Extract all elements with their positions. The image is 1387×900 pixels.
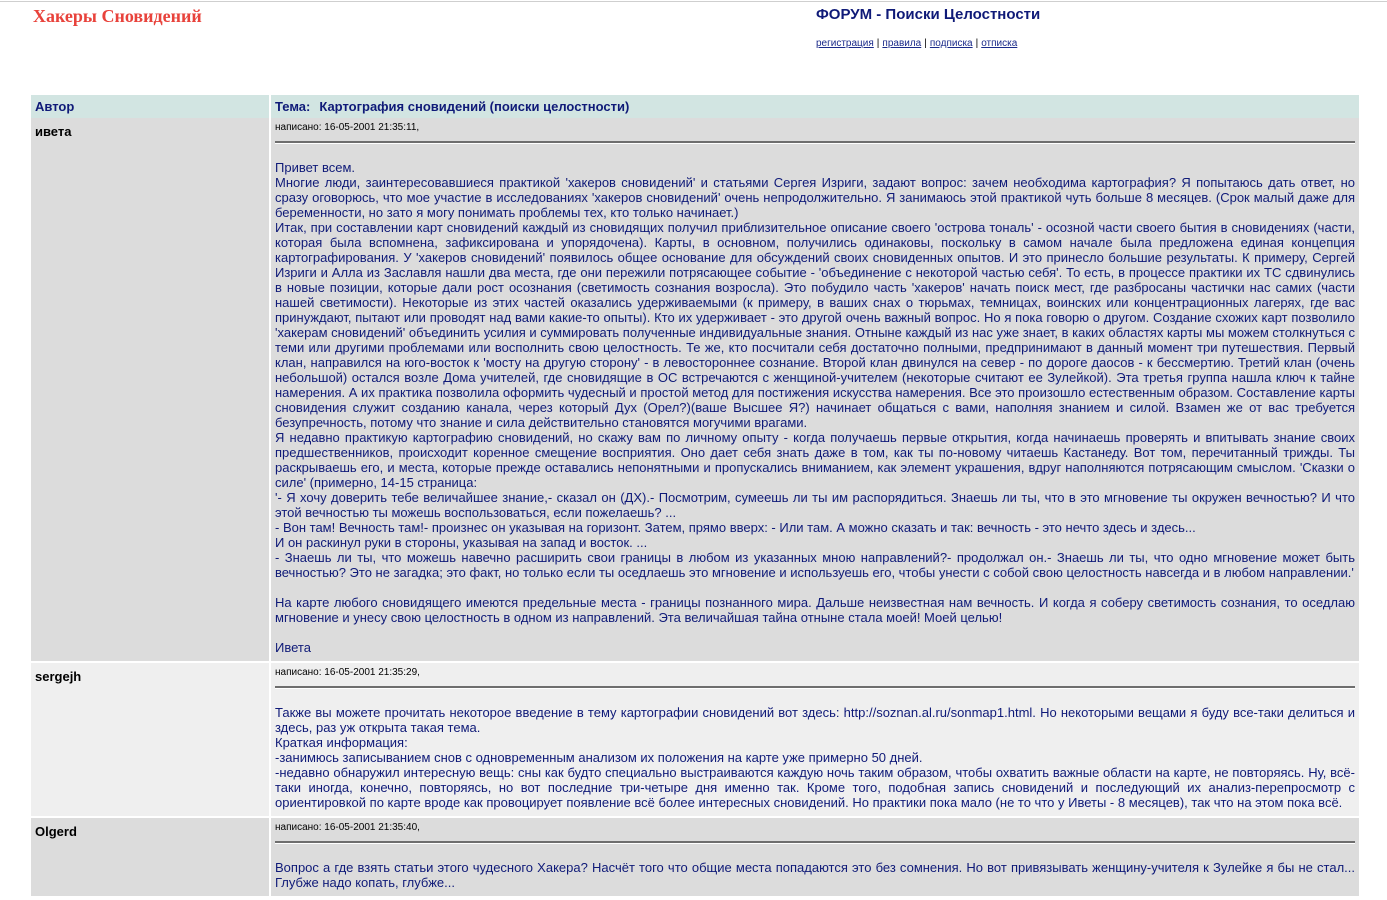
post-body <box>271 818 1359 896</box>
subscribe-link[interactable]: подписка <box>929 38 973 49</box>
rules-link[interactable]: правила <box>882 38 922 49</box>
post-author: ивета <box>31 118 271 661</box>
post-text <box>275 160 1355 655</box>
top-border-line <box>0 1 1387 2</box>
post-paragraph: - Знаешь ли ты, что можешь навечно расширить свои границы в любом из указанных мною направлений?- продолжал он.- Знаешь ли ты, что одно мгновение может быть вечностью? Это не загадка; это факт, но только если ты оседлаешь это мгновение и используешь его, чтобы унести с собой свою целостность навсегда и в любом направлении.' <box>275 550 1355 580</box>
post-author: Olgerd <box>31 818 271 896</box>
post-row <box>31 118 1359 661</box>
topic-label: Тема: <box>275 99 311 114</box>
site-title[interactable]: Хакеры Сновидений <box>33 6 202 26</box>
post-paragraph: Итак, при составлении карт сновидений каждый из сновидящих получил приблизительное описание своего 'острова тональ' - осозной части своего бытия в сновидениях (части, которая была вспомнена, зафиксирована и упорядочена). Карты, в основном, получились одинаковы, поскольку в самом начале была предложена единая концепция картографирования. У 'хакеров сновидений' появилось общее основание для обсуждений своих сновиденных опытов. И это принесло большие результаты. К примеру, Сергей Изриги и Алла из Заславля нашли два места, где они пережили потрясающее событие - 'объединение с некоторой частью себя'. То есть, в процессе практики их ТС сдвинулись в новые позиции, которые дали рост осознания (светимость сознания возросла). Это побудило часть 'хакеров' начать поиск мест, где разбросаны частички нас самих (части нашей светимости). Некоторые из этих частей оказались удерживаемыми (к примеру, в ваших снах о тюрьмах, темницах, воинских или концентрационных лагерях, где вас принуждают, пытают или проводят над вами какие-то опыты). Кто их удерживает - это другой очень важный вопрос. Но я пока говорю о другом. Создание схожих карт позволило 'хакерам сновидений' объединить усилия и суммировать полученные индивидуальные знания. Отныне каждый из нас уже знает, в каких областях карты мы можем столкнуться с теми или другими проблемами или восполнить свою целостность. Те же, кто посчитали себя достаточно полными, предпринимают в данный момент три путешествия. Первый клан, направился на юго-восток к 'мосту на другую сторону' - в левостороннее сознание. Второй клан двинулся на север - по дороге даосов - к бессмертию. Третий клан (очень небольшой) остался возле Дома учителей, где сновидящие в ОС встречаются с женщиной-учителем (некоторые считают ее Зулейкой). Эта третья группа нашла ключ к тайне намерения. А их практика позволила оформить чудесный и простой метод для постижения искусства намерения. Все это произошло естественным образом. Составление карты сновидения служит созданию канала, через который Дух (Орел?)(ваше Высшее Я?) начинает общаться с вами, наполняя знанием и силой. Взамен же от вас требуется безупречность, потому что знание и сила действительно становятся могучими врагами. <box>275 220 1355 430</box>
post-paragraph <box>275 580 1355 595</box>
nav-separator: | <box>975 38 979 49</box>
post-paragraph <box>275 625 1355 640</box>
post-paragraph: Вопрос а где взять статьи этого чудесного Хакера? Насчёт того что общие места попадаются это без сомнения. Но вот привязывать женщину-учителя к Зулейке я бы не стал... Глубже надо копать, глубже... <box>275 860 1355 890</box>
nav-separator: | <box>924 38 927 49</box>
post-timestamp: написано: 16-05-2001 21:35:40, <box>275 822 420 833</box>
post-paragraph: - Вон там! Вечность там!- произнес он указывая на горизонт. Затем, прямо вверх: - Или там. А можно сказать и так: вечность - это нечто здесь и здесь... <box>275 520 1196 535</box>
post-paragraph: На карте любого сновидящего имеются предельные места - границы познанного мира. Дальше неизвестная нам вечность. И когда я соберу светимость сознания, то оседлаю мгновение и унесу свою целостность в одном из направлений. Эта величайшая тайна отныне стала моей! Моей целью! <box>275 595 1355 625</box>
posts-list <box>31 118 1359 896</box>
post-paragraph: Я недавно практикую картографию сновидений, но скажу вам по личному опыту - когда получаешь первые открытия, когда начинаешь проверять и впитывать знание своих предшественников, происходит коренное смещение восприятия. Оно дает себя знать даже в том, как ты по-новому читаешь Кастанеду. Вот том, перечитанный трижды. Ты раскрываешь его, и места, которые прежде оставались непонятными и пропускались вниманием, как элемент украшения, вдруг наполняются потрясающим смыслом. 'Сказки о силе' (примерно, 14-15 страница: <box>275 430 1355 490</box>
post-text <box>275 860 1355 890</box>
unsubscribe-link[interactable]: отписка <box>981 38 1018 49</box>
topic-title: Картография сновидений (поиски целостности) <box>319 99 630 114</box>
thread-header-row <box>31 95 1359 118</box>
post-paragraph: Многие люди, заинтересовавшиеся практикой 'хакеров сновидений' и статьями Сергея Изриги, задают вопрос: зачем необходима картография? Я попытаюсь дать ответ, но сразу оговорюсь, что мое участие в исследованиях 'хакеров сновидений' очень непродолжительно. Я занимаюсь этой практикой чуть больше 8 месяцев. (Срок малый даже для беременности, но зато я могу понимать проблемы тех, кто только начинает.) <box>275 175 1355 220</box>
post-paragraph: '- Я хочу доверить тебе величайшее знание,- сказал он (ДХ).- Посмотрим, сумеешь ли ты им распорядиться. Знаешь ли ты, что в это мгновение ты окружен вечностью? И что этой вечностью ты можешь воспользоваться, если пожелаешь? ... <box>275 490 1355 520</box>
post-paragraph: Также вы можете прочитать некоторое введение в тему картографии сновидений вот здесь: http://soznan.al.ru/sonmap1.html. Но некоторыми вещами я буду все-таки делиться и здесь, раз уж открыта такая тема. <box>275 705 1355 735</box>
post-paragraph: И он раскинул руки в стороны, указывая на запад и восток. ... <box>275 535 648 550</box>
post-divider <box>275 841 1355 844</box>
forum-thread-table <box>31 95 1359 896</box>
post-divider <box>275 141 1355 144</box>
topic-header <box>271 95 1359 118</box>
post-timestamp: написано: 16-05-2001 21:35:11, <box>275 122 420 133</box>
post-paragraph: -занимюсь записыванием снов с одновременным анализом их положения на карте уже примерно 50 дней. <box>275 750 923 765</box>
register-link[interactable]: регистрация <box>816 38 874 49</box>
post-body <box>271 118 1359 661</box>
post-author: sergejh <box>31 663 271 816</box>
post-body <box>271 663 1359 816</box>
forum-title: ФОРУМ - Поиски Целостности <box>816 6 1041 23</box>
post-paragraph: Краткая информация: <box>275 735 408 750</box>
post-timestamp: написано: 16-05-2001 21:35:29, <box>275 667 420 678</box>
post-row <box>31 663 1359 816</box>
post-paragraph: Привет всем. <box>275 160 355 175</box>
nav-separator: | <box>876 38 880 49</box>
post-paragraph: -недавно обнаружил интересную вещь: сны как будто специально выстраиваются каждую ночь таким образом, чтобы охватить важные области на карте, не повторяясь. Ну, всё-таки иногда, конечно, повторяясь, но вот последние три-четыре дня именно так. Кроме того, подобная запись сновидений и последующий их анализ-перепросмотр с ориентировкой по карте вроде как провоцирует появление всё более интересных сновидений. Но практики пока мало (не то что у Иветы - 8 месяцев), так что на этом пока всё. <box>275 765 1355 810</box>
forum-nav-links <box>816 38 1017 49</box>
post-paragraph: Ивета <box>275 640 311 655</box>
author-column-header: Автор <box>31 95 271 118</box>
post-divider <box>275 686 1355 689</box>
post-text <box>275 705 1355 810</box>
post-row <box>31 818 1359 896</box>
